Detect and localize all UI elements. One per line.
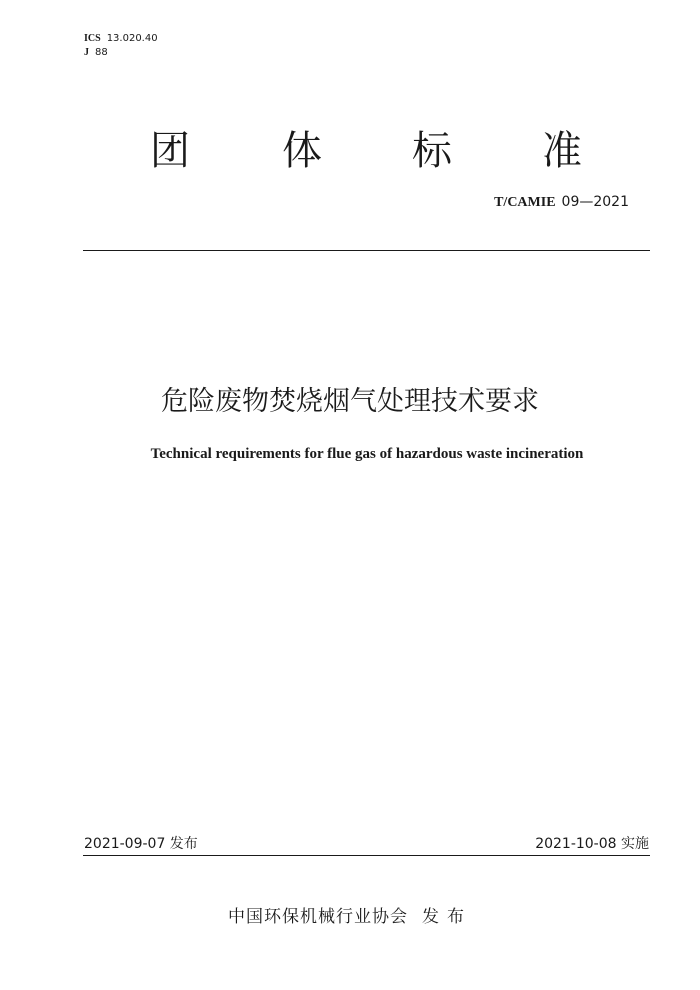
standard-number [494, 193, 629, 212]
standard-type-heading [0, 125, 700, 177]
standard-type-char: 团 [150, 128, 190, 174]
title-chinese: 危险废物焚烧烟气处理技术要求 [161, 386, 539, 417]
publisher-action: 发布 [422, 907, 472, 927]
standard-number-prefix: T/CAMIE [494, 195, 556, 210]
publisher-name: 中国环保机械行业协会 [228, 907, 408, 927]
issue-date: 2021-09-07 发布 [84, 836, 198, 852]
title-english: Technical requirements for flue gas of hazardous waste incineration [150, 446, 584, 462]
standard-type-char: 体 [282, 128, 322, 174]
standard-number-suffix: 09—2021 [561, 194, 629, 210]
ics-code [84, 32, 158, 45]
top-divider [83, 250, 650, 251]
bottom-divider [83, 855, 650, 856]
ccs-value: 88 [95, 47, 108, 58]
implementation-date: 2021-10-08 实施 [535, 836, 649, 852]
standard-type-char: 标 [412, 128, 452, 174]
ccs-label: J [84, 47, 89, 58]
publisher [228, 906, 472, 928]
ccs-code [84, 46, 108, 59]
ics-label: ICS [84, 33, 101, 44]
ics-value: 13.020.40 [106, 33, 158, 44]
standard-type-char: 准 [542, 128, 582, 174]
